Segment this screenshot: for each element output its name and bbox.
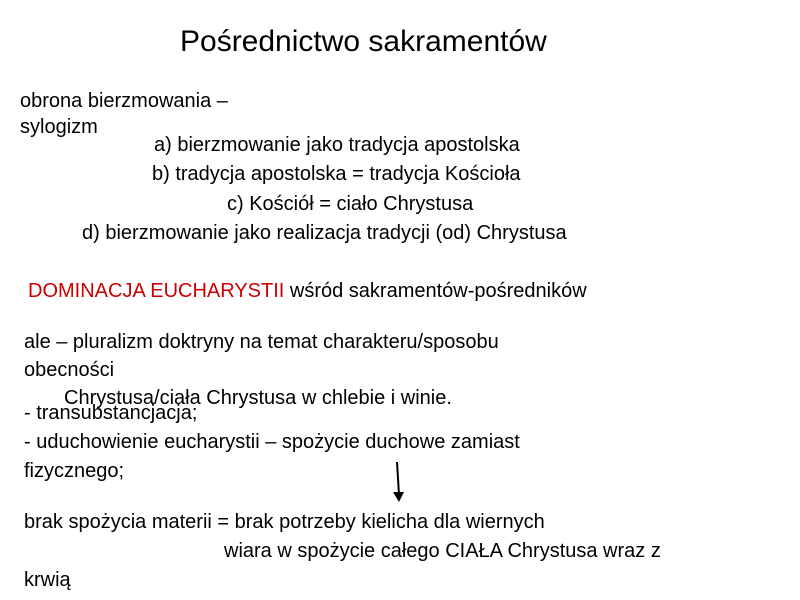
- syllogism-item-b: b) tradycja apostolska = tradycja Kościoła: [152, 163, 521, 185]
- syllogism-item-d: d) bierzmowanie jako realizacja tradycji (od) Chrystusa: [82, 222, 567, 244]
- pluralism-line-1: ale – pluralizm doktryny na temat charakteru/sposobu: [24, 331, 499, 353]
- conclusion-line-1: brak spożycia materii = brak potrzeby kielicha dla wiernych: [24, 511, 545, 533]
- pluralism-line-5: - uduchowienie eucharystii – spożycie duchowe zamiast: [24, 431, 520, 453]
- conclusion-line-3: krwią: [24, 569, 71, 591]
- conclusion-line-2: wiara w spożycie całego CIAŁA Chrystusa wraz z: [224, 540, 661, 562]
- syllogism-item-a: a) bierzmowanie jako tradycja apostolska: [154, 134, 520, 156]
- pluralism-line-2: obecności: [24, 359, 115, 381]
- pluralism-line-6: fizycznego;: [24, 460, 125, 482]
- pluralism-line-3: Chrystusa/ciała Chrystusa w chlebie i winie.: [64, 387, 452, 409]
- page-title: Pośrednictwo sakramentów: [180, 25, 547, 58]
- eucharist-rest: wśród sakramentów-pośredników: [284, 280, 587, 302]
- down-arrow-icon: [391, 462, 405, 502]
- confirmation-lead-line-2: sylogizm: [20, 116, 98, 138]
- syllogism-item-c: c) Kościół = ciało Chrystusa: [227, 193, 474, 215]
- pluralism-line-4: - transubstancjacja;: [24, 402, 198, 424]
- eucharist-dominance-line: [28, 281, 587, 301]
- confirmation-lead-line-1: obrona bierzmowania –: [20, 90, 228, 112]
- eucharist-emphasis: DOMINACJA EUCHARYSTII: [28, 280, 285, 302]
